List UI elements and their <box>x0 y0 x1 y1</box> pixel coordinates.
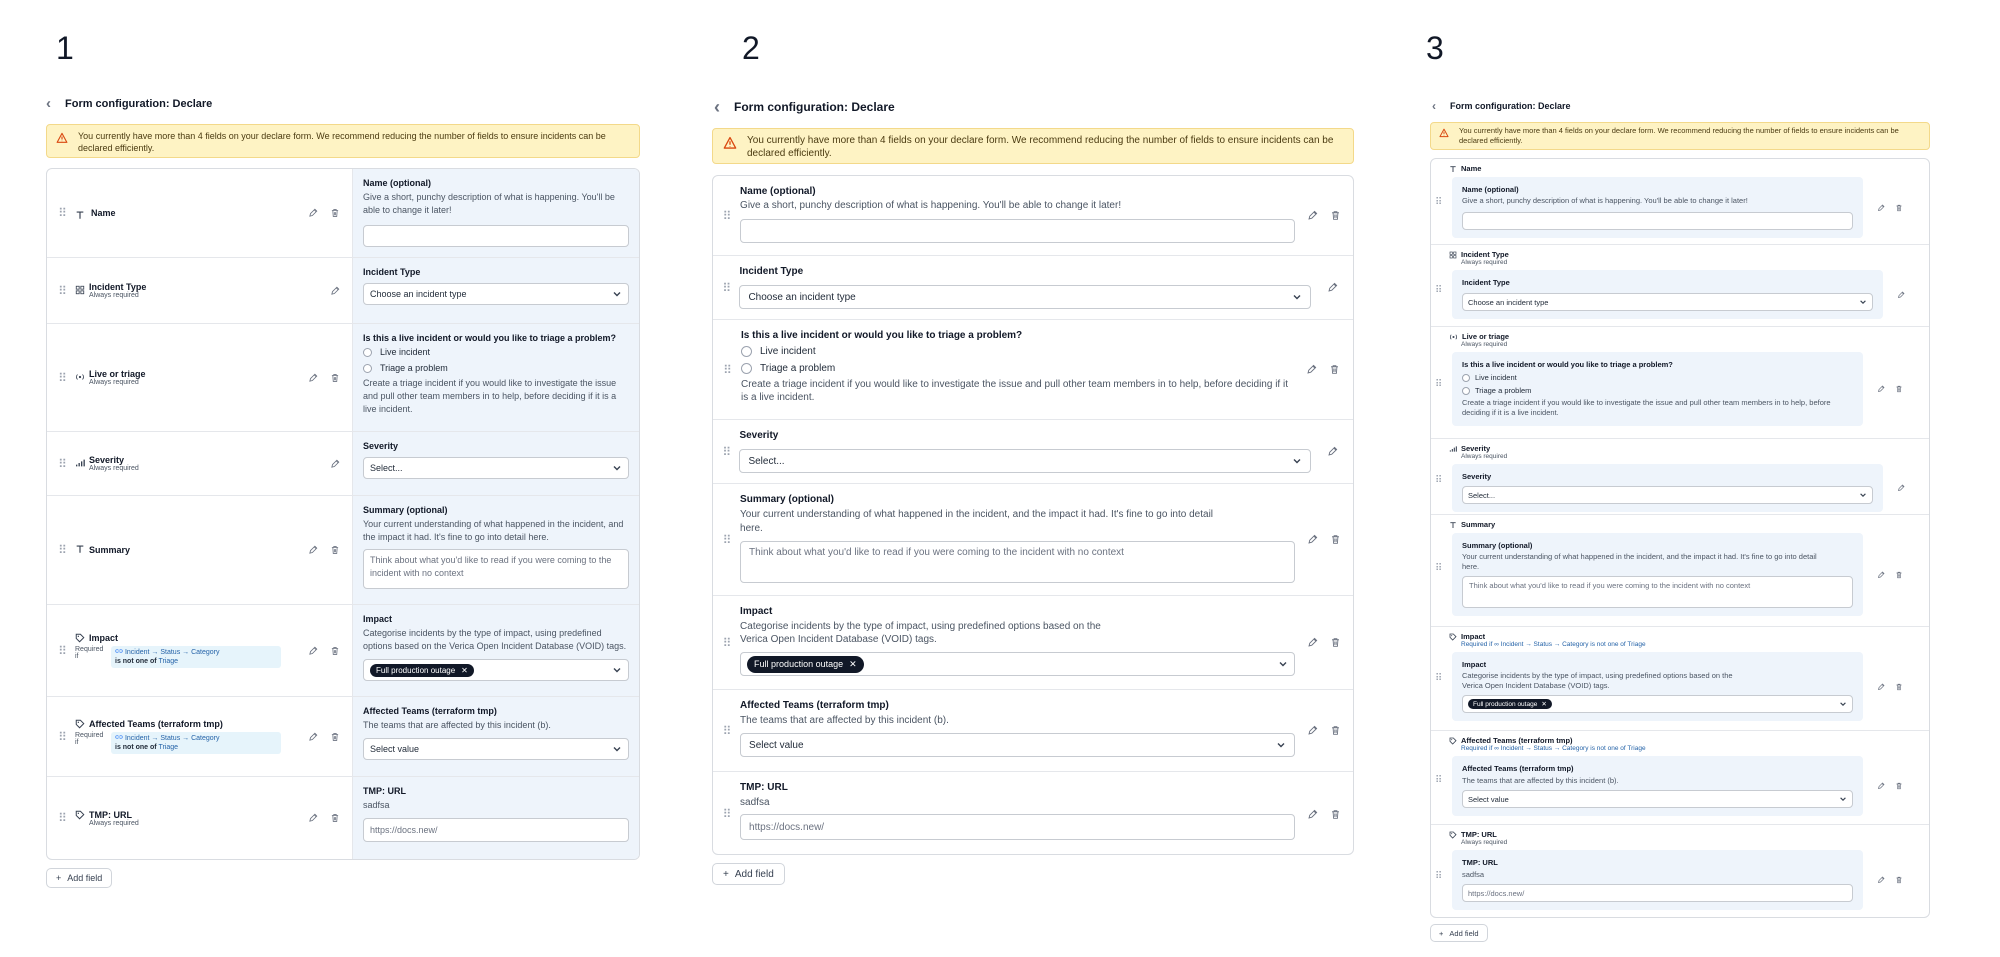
chevron-down-icon <box>612 289 622 299</box>
field-row-severity[interactable] <box>713 420 1353 484</box>
field-row-affected-teams[interactable] <box>1431 731 1929 825</box>
drag-handle-icon[interactable]: ⠿ <box>1435 379 1442 390</box>
delete-trash-icon[interactable] <box>1895 782 1903 790</box>
required-note: Always required <box>1461 839 1508 846</box>
field-name: Affected Teams (terraform tmp) <box>1461 736 1573 745</box>
preview-description: Categorise incidents by the type of impact, using predefined options based on the Verica Open Incident Database (VOID) tags. <box>363 628 627 651</box>
incident-type-select[interactable]: Choose an incident type <box>1462 293 1873 311</box>
banner-text: You currently have more than 4 fields on your declare form. We recommend reducing the number of fields to ensure incidents can be declared efficiently. <box>747 135 1334 159</box>
field-row-summary[interactable] <box>713 484 1353 596</box>
field-name: Live or triage <box>89 369 146 379</box>
bars-icon <box>75 458 85 468</box>
preview-label: Impact <box>363 614 393 624</box>
chevron-down-icon <box>612 744 622 754</box>
banner-text: You currently have more than 4 fields on your declare form. We recommend reducing the number of fields to ensure incidents can be declared efficiently. <box>1459 126 1899 145</box>
preview-description: sadfsa <box>363 800 390 810</box>
preview-description: Categorise incidents by the type of impact, using predefined options based on the Verica Open Incident Database (VOID) tags. <box>1462 671 1733 690</box>
severity-select[interactable]: Select... <box>363 457 629 479</box>
teams-select[interactable]: Select value <box>1462 790 1853 808</box>
field-row-live-or-triage[interactable] <box>1431 327 1929 439</box>
delete-trash-icon[interactable] <box>1895 876 1903 884</box>
field-name: Severity <box>1461 444 1491 453</box>
field-row-url[interactable] <box>713 772 1353 855</box>
required-note: Always required <box>89 379 139 386</box>
drag-handle-icon[interactable]: ⠿ <box>58 643 66 658</box>
edit-pencil-icon[interactable] <box>1307 637 1318 648</box>
delete-trash-icon[interactable] <box>1330 809 1341 820</box>
field-row-name[interactable] <box>47 169 639 258</box>
edit-pencil-icon[interactable] <box>1327 446 1338 457</box>
field-row-live-or-triage[interactable] <box>713 320 1353 420</box>
chevron-down-icon <box>1859 298 1867 306</box>
preview-description: Your current understanding of what happened in the incident, and the impact it had. It's fine to go into detail here. <box>1462 552 1817 571</box>
delete-trash-icon[interactable] <box>1895 385 1903 393</box>
impact-multiselect[interactable] <box>740 652 1295 676</box>
drag-handle-icon[interactable]: ⠿ <box>58 729 66 744</box>
grid-icon <box>1449 251 1457 259</box>
delete-trash-icon[interactable] <box>330 208 340 218</box>
chevron-down-icon <box>1859 491 1867 499</box>
fields-card <box>1430 158 1930 918</box>
delete-trash-icon[interactable] <box>1330 534 1341 545</box>
field-row-url[interactable] <box>1431 825 1929 918</box>
delete-trash-icon[interactable] <box>330 732 340 742</box>
delete-trash-icon[interactable] <box>1895 204 1903 212</box>
page-header <box>1432 100 1571 112</box>
drag-handle-icon[interactable]: ⠿ <box>58 206 66 220</box>
summary-textarea[interactable]: Think about what you'd like to read if you were coming to the incident with no context <box>363 549 629 589</box>
preview-description-cont: Verica Open Incident Database (VOID) tags. <box>740 634 937 645</box>
chip-remove-icon[interactable]: ✕ <box>849 658 857 669</box>
impact-multiselect[interactable] <box>1462 695 1853 713</box>
field-row-name[interactable] <box>1431 159 1929 245</box>
edit-pencil-icon[interactable] <box>1877 876 1885 884</box>
field-row-impact[interactable] <box>1431 627 1929 731</box>
chip-remove-icon[interactable]: ✕ <box>461 665 468 675</box>
required-condition: Required if Incident → Status → Category is not one of Triage <box>75 646 308 668</box>
edit-pencil-icon[interactable] <box>308 732 318 742</box>
edit-pencil-icon[interactable] <box>1307 725 1318 736</box>
edit-pencil-icon[interactable] <box>308 373 318 383</box>
delete-trash-icon[interactable] <box>1330 210 1341 221</box>
preview-label: Is this a live incident or would you like to triage a problem? <box>741 330 1023 341</box>
field-name: Summary <box>89 545 131 555</box>
field-row-name[interactable] <box>713 176 1353 256</box>
summary-textarea[interactable]: Think about what you'd like to read if you were coming to the incident with no context <box>1462 576 1853 608</box>
delete-trash-icon[interactable] <box>330 545 340 555</box>
teams-select[interactable]: Select value <box>363 738 629 760</box>
field-name: Live or triage <box>1462 332 1510 341</box>
required-note: Always required <box>1461 453 1508 460</box>
chevron-down-icon <box>1839 795 1847 803</box>
back-chevron-icon[interactable]: ‹ <box>46 95 51 112</box>
edit-pencil-icon[interactable] <box>1307 534 1318 545</box>
edit-pencil-icon[interactable] <box>308 545 318 555</box>
panel-number-2: 2 <box>742 30 760 66</box>
edit-pencil-icon[interactable] <box>1897 484 1905 492</box>
edit-pencil-icon[interactable] <box>330 459 340 469</box>
preview-label: Affected Teams (terraform tmp) <box>740 700 889 711</box>
link-icon <box>115 648 123 654</box>
panel-number-1: 1 <box>56 30 74 66</box>
summary-textarea[interactable]: Think about what you'd like to read if you were coming to the incident with no context <box>740 541 1295 583</box>
delete-trash-icon[interactable] <box>1895 683 1903 691</box>
page-title: Form configuration: Declare <box>734 100 895 114</box>
text-type-icon <box>75 544 85 554</box>
drag-handle-icon[interactable]: ⠿ <box>1435 871 1442 882</box>
panel-number-3: 3 <box>1426 30 1444 66</box>
drag-handle-icon[interactable]: ⠿ <box>722 532 731 547</box>
preview-label: Name (optional) <box>363 178 432 188</box>
field-name: Name <box>1461 164 1482 173</box>
preview-description: Give a short, punchy description of what is happening. You'll be able to change it later! <box>1462 196 1748 205</box>
delete-trash-icon[interactable] <box>330 813 340 823</box>
field-name: Impact <box>1461 632 1486 641</box>
drag-handle-icon[interactable]: ⠿ <box>58 456 66 471</box>
preview-label: Is this a live incident or would you like to triage a problem? <box>1462 360 1673 369</box>
chevron-down-icon <box>1292 292 1302 302</box>
preview-description: The teams that are affected by this incident (b). <box>740 715 949 726</box>
page-title: Form configuration: Declare <box>65 97 213 110</box>
drag-handle-icon[interactable]: ⠿ <box>1435 197 1442 208</box>
text-type-icon <box>1449 521 1457 529</box>
chevron-down-icon <box>1276 740 1286 750</box>
severity-select[interactable]: Select... <box>1462 486 1873 504</box>
edit-pencil-icon[interactable] <box>308 813 318 823</box>
plus-icon: + <box>1439 928 1444 938</box>
name-input[interactable] <box>740 219 1295 243</box>
delete-trash-icon[interactable] <box>1330 637 1341 648</box>
teams-select[interactable]: Select value <box>740 733 1295 757</box>
required-note: Always required <box>89 292 139 299</box>
edit-pencil-icon[interactable] <box>1307 210 1318 221</box>
drag-handle-icon[interactable]: ⠿ <box>722 635 731 650</box>
field-name: Name <box>91 208 116 218</box>
name-input[interactable] <box>1462 212 1853 230</box>
edit-pencil-icon[interactable] <box>1877 571 1885 579</box>
preview-label: Incident Type <box>739 266 804 277</box>
preview-label: Summary (optional) <box>740 494 834 505</box>
delete-trash-icon[interactable] <box>1329 364 1340 375</box>
preview-label: Severity <box>739 430 779 441</box>
preview-description: sadfsa <box>1462 870 1485 879</box>
preview-label: Severity <box>1462 472 1492 481</box>
fields-card <box>46 168 640 860</box>
required-condition: Required if Incident → Status → Category is not one of Triage <box>75 732 308 754</box>
preview-label: Incident Type <box>363 267 421 277</box>
banner-text: You currently have more than 4 fields on your declare form. We recommend reducing the number of fields to ensure incidents can be declared efficiently. <box>78 131 606 153</box>
field-row-incident-type[interactable] <box>47 258 639 324</box>
delete-trash-icon[interactable] <box>330 646 340 656</box>
url-input[interactable]: https://docs.new/ <box>363 818 629 842</box>
preview-description: Give a short, punchy description of what is happening. You'll be able to change it later! <box>363 192 615 215</box>
required-note: Always required <box>1461 259 1508 266</box>
field-row-affected-teams[interactable] <box>47 697 639 777</box>
required-condition: Required if ∞ Incident → Status → Category is not one of Triage <box>1461 745 1646 752</box>
incident-type-select[interactable]: Choose an incident type <box>739 285 1311 309</box>
preview-description-cont: here. <box>740 523 763 534</box>
drag-handle-icon[interactable]: ⠿ <box>58 283 66 298</box>
field-name: Summary <box>1461 520 1496 529</box>
radio-live[interactable]: Live incident <box>363 347 629 357</box>
tag-icon <box>75 810 85 820</box>
edit-pencil-icon[interactable] <box>308 646 318 656</box>
preview-label: Name (optional) <box>1462 185 1519 194</box>
preview-description: Create a triage incident if you would like to investigate the issue and pull other team members in to help, before deciding if it is a live incident. <box>741 379 1288 403</box>
chevron-down-icon <box>1292 456 1302 466</box>
preview-label: TMP: URL <box>363 786 406 796</box>
field-row-live-or-triage[interactable] <box>47 324 639 432</box>
drag-handle-icon[interactable]: ⠿ <box>1435 673 1442 684</box>
preview-description: Create a triage incident if you would like to investigate the issue and pull other team members in to help, before deciding if it is a live incident. <box>1462 398 1831 417</box>
preview-description: Your current understanding of what happened in the incident, and the impact it had. It's fine to go into detail <box>740 509 1214 520</box>
back-chevron-icon[interactable]: ‹ <box>1432 99 1436 113</box>
delete-trash-icon[interactable] <box>1330 725 1341 736</box>
required-condition: Required if ∞ Incident → Status → Category is not one of Triage <box>1461 641 1646 648</box>
edit-pencil-icon[interactable] <box>1877 782 1885 790</box>
preview-label: Affected Teams (terraform tmp) <box>1462 764 1574 773</box>
warning-banner <box>712 128 1354 164</box>
fields-card <box>712 175 1354 855</box>
radio-live[interactable]: Live incident <box>1462 373 1853 382</box>
drag-handle-icon[interactable]: ⠿ <box>1435 563 1442 574</box>
page-title: Form configuration: Declare <box>1450 101 1571 111</box>
chevron-down-icon <box>1278 659 1288 669</box>
field-row-impact[interactable] <box>713 596 1353 690</box>
preview-description: The teams that are affected by this incident (b). <box>1462 776 1619 785</box>
bars-icon <box>1449 445 1457 453</box>
edit-pencil-icon[interactable] <box>1897 291 1905 299</box>
radio-live[interactable]: Live incident <box>741 346 1293 357</box>
field-name: TMP: URL <box>1461 830 1497 839</box>
field-name: Severity <box>89 455 125 465</box>
tag-icon <box>1449 831 1457 839</box>
tag-icon <box>1449 633 1457 641</box>
drag-handle-icon[interactable]: ⠿ <box>722 208 731 223</box>
preview-label: TMP: URL <box>740 782 788 793</box>
field-name: Incident Type <box>1461 250 1509 259</box>
edit-pencil-icon[interactable] <box>1306 364 1317 375</box>
delete-trash-icon[interactable] <box>330 373 340 383</box>
drag-handle-icon[interactable]: ⠿ <box>1435 285 1442 296</box>
name-input[interactable] <box>363 225 629 247</box>
warning-icon <box>723 136 737 150</box>
edit-pencil-icon[interactable] <box>1877 385 1885 393</box>
field-row-impact[interactable] <box>47 605 639 697</box>
preview-label: Impact <box>1462 660 1487 669</box>
drag-handle-icon[interactable]: ⠿ <box>1435 475 1442 486</box>
radio-triage[interactable]: Triage a problem <box>363 363 629 373</box>
delete-trash-icon[interactable] <box>1895 571 1903 579</box>
radio-icon <box>1449 333 1458 341</box>
edit-pencil-icon[interactable] <box>1877 204 1885 212</box>
preview-description: Your current understanding of what happened in the incident, and the impact it had. It's fine to go into detail here. <box>363 519 624 542</box>
drag-handle-icon[interactable]: ⠿ <box>722 807 731 821</box>
field-row-severity[interactable] <box>47 432 639 496</box>
preview-label: Name (optional) <box>740 186 816 197</box>
edit-pencil-icon[interactable] <box>1877 683 1885 691</box>
drag-handle-icon[interactable]: ⠿ <box>58 543 66 557</box>
chip-remove-icon[interactable]: ✕ <box>1541 701 1547 708</box>
preview-label: Summary (optional) <box>363 505 448 515</box>
preview-description: Categorise incidents by the type of impact, using predefined options based on the <box>740 621 1101 632</box>
drag-handle-icon[interactable]: ⠿ <box>723 362 731 377</box>
field-row-severity[interactable] <box>1431 439 1929 515</box>
warning-banner <box>1430 122 1930 150</box>
text-type-icon <box>75 210 85 220</box>
drag-handle-icon[interactable]: ⠿ <box>1435 775 1442 786</box>
preview-label: Impact <box>740 606 773 617</box>
impact-chip[interactable]: Full production outage ✕ <box>747 656 864 673</box>
severity-select[interactable]: Select... <box>739 449 1311 473</box>
preview-label: Summary (optional) <box>1462 541 1533 550</box>
grid-icon <box>75 285 85 295</box>
radio-icon <box>75 372 85 382</box>
tag-icon <box>1449 737 1457 745</box>
field-row-summary[interactable] <box>47 496 639 605</box>
edit-pencil-icon[interactable] <box>1307 809 1318 820</box>
page-header <box>46 96 212 111</box>
impact-chip[interactable]: Full production outage ✕ <box>1468 699 1552 709</box>
field-row-incident-type[interactable] <box>713 256 1353 320</box>
edit-pencil-icon[interactable] <box>1327 282 1338 293</box>
field-row-summary[interactable] <box>1431 515 1929 627</box>
drag-handle-icon[interactable]: ⠿ <box>58 370 66 385</box>
field-name: TMP: URL <box>89 809 132 820</box>
url-input[interactable]: https://docs.new/ <box>740 814 1295 840</box>
edit-pencil-icon[interactable] <box>308 208 318 218</box>
drag-handle-icon[interactable]: ⠿ <box>722 444 731 459</box>
preview-description: sadfsa <box>740 797 770 808</box>
page-header <box>714 98 895 116</box>
field-row-url[interactable] <box>47 777 639 859</box>
radio-triage[interactable]: Triage a problem <box>741 363 1293 374</box>
drag-handle-icon[interactable]: ⠿ <box>722 280 731 295</box>
radio-triage[interactable]: Triage a problem <box>1462 386 1853 395</box>
chevron-down-icon <box>612 463 622 473</box>
required-note: Always required <box>1461 341 1508 348</box>
tag-icon <box>75 719 85 729</box>
preview-label: Severity <box>363 441 399 451</box>
field-name: Incident Type <box>89 282 147 292</box>
incident-type-select[interactable]: Choose an incident type <box>363 283 629 305</box>
drag-handle-icon[interactable]: ⠿ <box>58 811 66 825</box>
chevron-down-icon <box>1839 700 1847 708</box>
tag-icon <box>75 633 85 643</box>
preview-description: The teams that are affected by this incident (b). <box>363 720 551 730</box>
required-note: Always required <box>89 819 139 827</box>
preview-description: Give a short, punchy description of what is happening. You'll be able to change it later! <box>740 200 1122 211</box>
required-note: Always required <box>89 465 139 472</box>
url-input[interactable]: https://docs.new/ <box>1462 884 1853 902</box>
field-row-incident-type[interactable] <box>1431 245 1929 327</box>
link-icon <box>115 734 123 740</box>
preview-label: Is this a live incident or would you like to triage a problem? <box>363 333 617 343</box>
impact-chip[interactable]: Full production outage ✕ <box>370 664 474 677</box>
impact-multiselect[interactable] <box>363 659 629 681</box>
preview-description: Create a triage incident if you would like to investigate the issue and pull other team members in to help, before deciding if it is a live incident. <box>363 378 617 414</box>
field-name: Affected Teams (terraform tmp) <box>89 719 223 729</box>
field-row-affected-teams[interactable] <box>713 690 1353 772</box>
preview-label: TMP: URL <box>1462 858 1498 867</box>
add-field-button[interactable]: + Add field <box>1430 924 1488 942</box>
warning-icon <box>1439 128 1449 138</box>
drag-handle-icon[interactable]: ⠿ <box>722 723 731 738</box>
field-name: Impact <box>89 633 119 643</box>
preview-label: Affected Teams (terraform tmp) <box>363 706 497 716</box>
warning-banner <box>46 124 640 158</box>
warning-icon <box>56 132 68 144</box>
back-chevron-icon[interactable]: ‹ <box>714 97 720 117</box>
add-field-button[interactable]: + Add field <box>46 868 112 888</box>
plus-icon: + <box>723 868 729 880</box>
preview-label: Incident Type <box>1462 278 1510 287</box>
chevron-down-icon <box>612 665 622 675</box>
text-type-icon <box>1449 165 1457 173</box>
edit-pencil-icon[interactable] <box>330 286 340 296</box>
add-field-button[interactable]: + Add field <box>712 863 785 885</box>
plus-icon: + <box>56 873 62 883</box>
